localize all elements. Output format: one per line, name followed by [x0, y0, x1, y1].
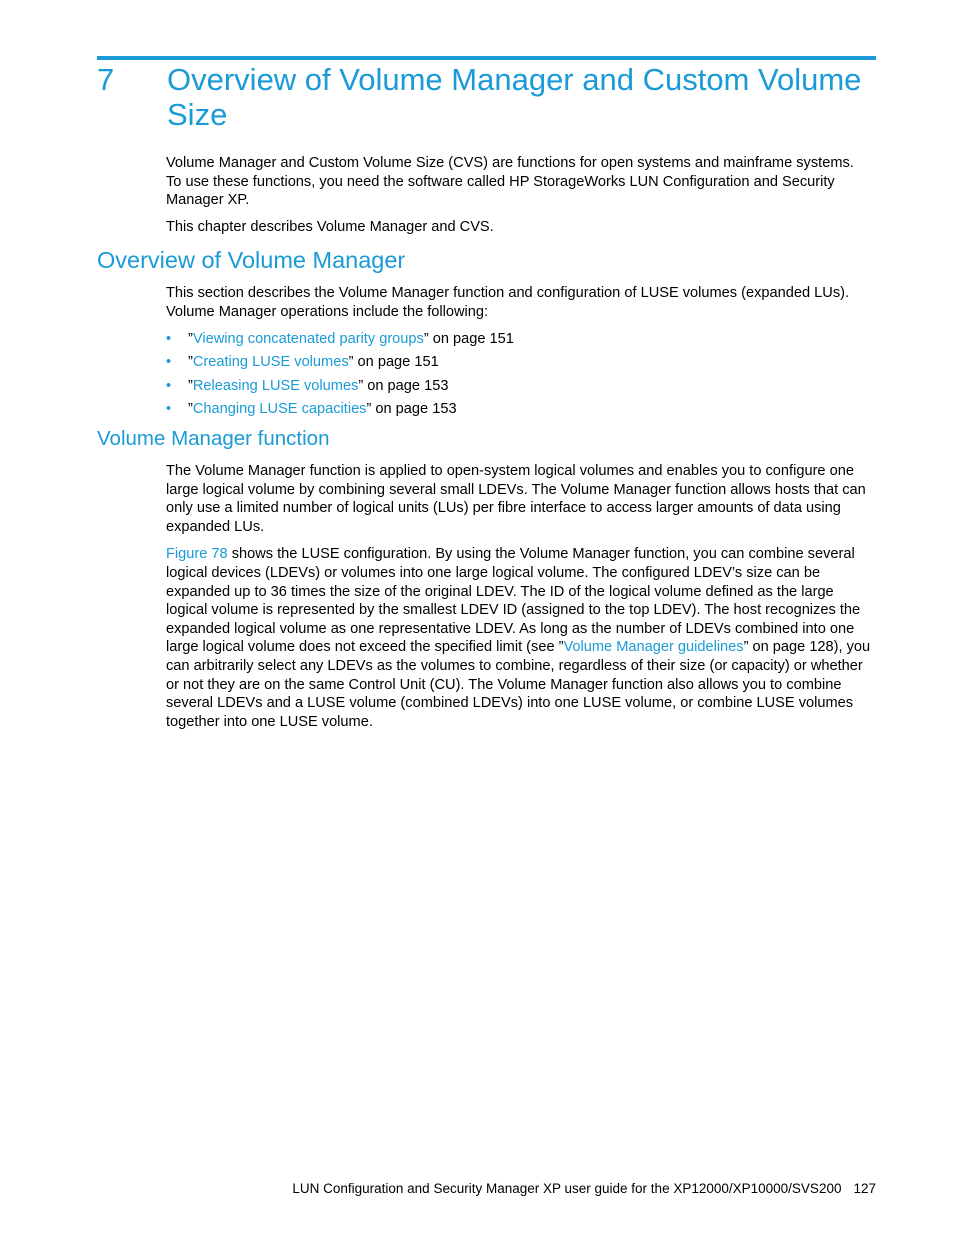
intro-paragraph-1: Volume Manager and Custom Volume Size (CVS) are functions for open systems and mainframe systems. To use these functions, you need the software called HP StorageWorks LUN Configuration and Security Manager XP.: [166, 155, 854, 209]
page-number: 127: [853, 1181, 876, 1196]
section1-text: [166, 284, 871, 321]
xref-link[interactable]: Changing LUSE capacities: [192, 400, 367, 417]
intro-paragraph-2: This chapter describes Volume Manager and CVS.: [166, 218, 494, 235]
section2-paragraph-2: Figure 78 shows the LUSE configuration. By using the Volume Manager function, you can combine several logical devices (LDEVs) or volumes into one large logical volume. The configured LDEV’s size can be expanded up to 36 times the size of the original LDEV. The ID of the logical volume defined as the large logical volume is represented by the smallest LDEV ID (assigned to the top LDEV). The host recognizes the expanded logical volume as one representative LDEV. As long as the number of LDEVs combined into one large logical volume does not exceed the specified limit (see ”Volume Manager guidelines” on page 128), you can arbitrarily select any LDEVs as the volumes to combine, regardless of their size (or capacity) or whether or not they are on the same Control Unit (CU). The Volume Manager function also allows you to combine several LDEVs and a LUSE volume (combined LDEVs) into one LUSE volume, or combine LUSE volumes together into one LUSE volume.: [166, 546, 871, 730]
page-footer: [292, 1180, 876, 1198]
xref-link[interactable]: Creating LUSE volumes: [192, 354, 349, 371]
section2-text: [166, 462, 871, 731]
list-item: • ”Releasing LUSE volumes” on page 153: [166, 375, 766, 398]
chapter-heading: [97, 62, 877, 132]
intro-text: [166, 154, 871, 236]
xref-link[interactable]: Releasing LUSE volumes: [192, 377, 359, 394]
list-item: • ”Creating LUSE volumes” on page 151: [166, 351, 766, 374]
section2-paragraph-1: The Volume Manager function is applied to open-system logical volumes and enables you to configure one large logical volume by combining several small LDEVs. The Volume Manager function allows hosts that can only use a limited number of logical units (LUs) per fibre interface to access larger amounts of data using expanded LUs.: [166, 463, 866, 535]
chapter-title: Overview of Volume Manager and Custom Volume Size: [167, 62, 862, 132]
bullet-icon: •: [166, 377, 172, 394]
guidelines-link[interactable]: Volume Manager guidelines: [563, 639, 744, 656]
xref-link[interactable]: Viewing concatenated parity groups: [192, 331, 424, 347]
section-heading-overview: Overview of Volume Manager: [97, 247, 406, 273]
section1-paragraph: This section describes the Volume Manager function and configuration of LUSE volumes (expanded LUs). Volume Manager operations include the following:: [166, 285, 850, 320]
bullet-icon: •: [166, 354, 172, 371]
bullet-icon: •: [166, 331, 172, 347]
chapter-rule: [97, 56, 876, 60]
operations-list: [166, 328, 766, 421]
section-heading-function: Volume Manager function: [97, 427, 330, 450]
list-item: • ”Changing LUSE capacities” on page 153: [166, 398, 766, 421]
footer-title: LUN Configuration and Security Manager XP user guide for the XP12000/XP10000/SVS200: [292, 1181, 842, 1196]
bullet-icon: •: [166, 400, 172, 417]
figure-link[interactable]: Figure 78: [166, 546, 228, 563]
list-item: • ”Viewing concatenated parity groups” on page 151: [166, 328, 766, 351]
chapter-number: 7: [97, 62, 115, 97]
